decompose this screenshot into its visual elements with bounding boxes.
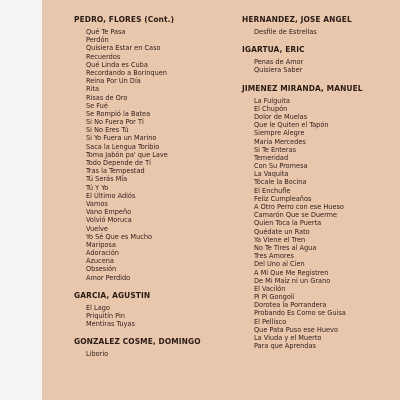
artist-block	[242, 14, 400, 36]
song-title: Yo Sé Que es Mucho	[86, 231, 153, 241]
song-title: Camarón Que se Duerme	[254, 210, 338, 220]
song-title: No Te Tires al Agua	[254, 242, 317, 252]
song-title: Qué Linda es Cuba	[86, 59, 148, 69]
artist-block	[74, 14, 234, 282]
artist-name: GONZALEZ COSME, DOMINGO	[74, 336, 201, 347]
song-title: Tras la Tempestad	[86, 166, 145, 176]
song-title: Vuelve	[86, 223, 108, 233]
song-title: Risas de Oro	[86, 92, 128, 102]
song-title: Recordando a Borinquen	[86, 67, 167, 77]
song-title: De Mi Maíz ni un Grano	[254, 275, 331, 285]
song-title: Temeridad	[254, 152, 289, 162]
song-title: Tú Y Yo	[86, 182, 109, 192]
song-title: Toma Jabón pa' que Lave	[86, 149, 168, 159]
song-title: Siempre Alegre	[254, 128, 305, 138]
index-page	[42, 0, 400, 400]
song-list	[242, 28, 400, 36]
song-title: Feliz Cumpleaños	[254, 193, 312, 203]
song-title: La Vaquita	[254, 169, 289, 179]
song-title: Desfile de Estrellas	[254, 27, 317, 36]
song-title: El Pellisco	[254, 316, 287, 326]
song-title: Tres Amores	[254, 251, 294, 261]
song-title: Quisiera Estar en Caso	[86, 43, 161, 53]
song-title: Quédate un Rato	[254, 226, 310, 236]
song-title: Perdón	[86, 35, 109, 45]
song-title: Obsesión	[86, 264, 117, 274]
song-title: El Vacilón	[254, 283, 286, 293]
song-title: Quisiera Saber	[254, 65, 303, 75]
song-title: El Chupón	[254, 103, 288, 113]
song-title: Priquitín Pin	[86, 311, 125, 320]
song-title: El Enchufle	[254, 185, 291, 195]
song-title: Del Uno al Cien	[254, 259, 305, 269]
song-title: Penas de Amor	[254, 57, 304, 67]
song-title: Ya Viene el Tren	[254, 234, 306, 244]
artist-block	[242, 44, 400, 74]
song-title: A Mí Que Me Registren	[254, 267, 329, 277]
song-title: La Fulguita	[254, 95, 290, 105]
song-title: Liborio	[86, 349, 109, 359]
song-title: Se Fué	[86, 100, 108, 110]
song-title: Pi Pi Gongolí	[254, 292, 295, 302]
song-title: Con Su Promesa	[254, 161, 308, 171]
song-list	[74, 304, 234, 329]
song-title: Qué Te Pasa	[86, 27, 126, 36]
artist-block	[74, 290, 234, 329]
song-title: Tú Serás Mía	[86, 174, 128, 184]
artist-name: IGARTUA, ERIC	[242, 44, 305, 55]
song-title: La Viuda y el Muerto	[254, 333, 322, 342]
artist-name: JIMENEZ MIRANDA, MANUEL	[242, 82, 363, 93]
right-column	[242, 14, 400, 358]
artist-name: HERNANDEZ, JOSE ANGEL	[242, 14, 352, 24]
song-title: Para que Aprendas	[254, 341, 316, 351]
song-title: Vamos	[86, 198, 108, 208]
artist-name: GARCIA, AGUSTIN	[74, 289, 151, 300]
song-list	[74, 28, 234, 282]
song-title: Vano Empeño	[86, 207, 132, 217]
song-title: Dolor de Muelas	[254, 111, 308, 121]
song-title: El Lago	[86, 302, 110, 312]
song-title: Mariposa	[86, 239, 116, 249]
song-title: María Mercedes	[254, 136, 306, 146]
artist-block	[74, 336, 234, 358]
song-title: Si No Fuera Por Tí	[86, 117, 144, 127]
song-title: Tócale la Bocina	[254, 177, 307, 187]
song-list	[242, 58, 400, 74]
song-title: Saca la Lengua Toribio	[86, 141, 160, 151]
artist-name: PEDRO, FLORES (Cont.)	[74, 14, 175, 24]
song-title: Que Pata Puso ese Huevo	[254, 324, 338, 334]
artist-block	[242, 83, 400, 351]
song-title: Todo Depende de Tí	[86, 158, 151, 167]
song-title: Volvió Moruca	[86, 215, 132, 225]
song-title: Mentiras Tuyas	[86, 319, 135, 329]
song-list	[242, 97, 400, 351]
left-column	[74, 14, 234, 367]
song-title: Si No Eres Tú	[86, 125, 129, 135]
song-title: Si Yo Fuera un Marino	[86, 133, 157, 143]
song-title: Rita	[86, 84, 99, 94]
song-title: Reina Por Un Día	[86, 76, 141, 86]
page-edge	[0, 0, 42, 400]
song-title: Que le Quiten el Tapón	[254, 120, 329, 130]
song-title: Probando Es Como se Guisa	[254, 308, 346, 318]
song-title: Se Rompió la Batea	[86, 108, 151, 118]
song-title: Quien Toca la Puerta	[254, 218, 322, 228]
song-title: Si Te Enteras	[254, 144, 297, 154]
song-title: A Otro Perro con ese Hueso	[254, 202, 344, 211]
song-title: Azucena	[86, 256, 114, 266]
song-title: El Último Adiós	[86, 190, 136, 200]
song-title: Dorotea la Porrandera	[254, 300, 327, 310]
song-title: Adoración	[86, 248, 119, 258]
song-title: Amor Perdido	[86, 272, 131, 282]
song-title: Recuerdos	[86, 51, 121, 61]
song-list	[74, 350, 234, 358]
